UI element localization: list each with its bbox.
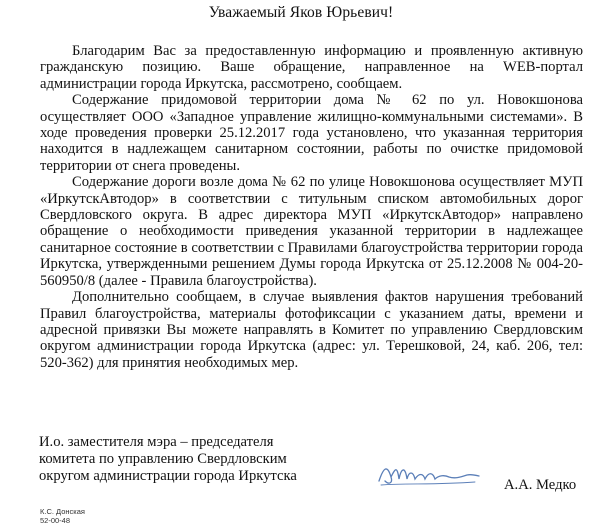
paragraph-road-maintenance: Содержание дороги возле дома № 62 по улице Новокшонова осуществляет МУП «ИркутскАвтодор» в соответствии с титульным списком автомобильных дорог Свердловского округа. В адрес директора МУП «ИркутскАвтодор» направлено обращение о необходимости приведения указанной территории в надлежащее санитарное состояние в соответствии с Правилами благоустройства территории города Иркутска, утвержденными решением Думы города Иркутска от 25.12.2008 № 004-20-560950/8 (далее - Правила благоустройства). [40, 174, 583, 289]
executor-info [40, 507, 85, 525]
executor-phone: 52-00-48 [40, 516, 71, 525]
paragraph-additional-info: Дополнительно сообщаем, в случае выявления фактов нарушения требований Правил благоустройства, материалы фотофиксации с указанием даты, времени и адресной привязки Вы можете направлять в Комитет по управлению Свердловским округом администрации города Иркутска (адрес: ул. Терешковой, 24, каб. 206, тел: 520-362) для принятия необходимых мер. [40, 289, 583, 371]
signer-position [39, 434, 297, 485]
paragraph-yard-maintenance: Содержание придомовой территории дома № 62 по ул. Новокшонова осуществляет ООО «Западное управление жилищно-коммунальными системами». В ходе проведения проверки 25.12.2017 года установлено, что указанная территория находится в надлежащем санитарном состоянии, работы по очистке придомовой территории от снега проведены. [40, 92, 583, 174]
signer-name: А.А. Медко [504, 477, 577, 493]
paragraph-thanks: Благодарим Вас за предоставленную информацию и проявленную активную гражданскую позицию. Ваше обращение, направленное на WEB-портал администрации города Иркутска, рассмотрено, сообщаем. [40, 43, 583, 92]
handwritten-signature [375, 455, 485, 495]
signer-position-line: И.о. заместителя мэра – председателя [39, 434, 274, 450]
signer-position-line: комитета по управлению Свердловским [39, 451, 287, 467]
signer-position-line: округом администрации города Иркутска [39, 468, 297, 484]
letter-greeting: Уважаемый Яков Юрьевич! [208, 4, 394, 21]
executor-name: К.С. Донская [40, 507, 85, 516]
letter-body [40, 43, 583, 371]
